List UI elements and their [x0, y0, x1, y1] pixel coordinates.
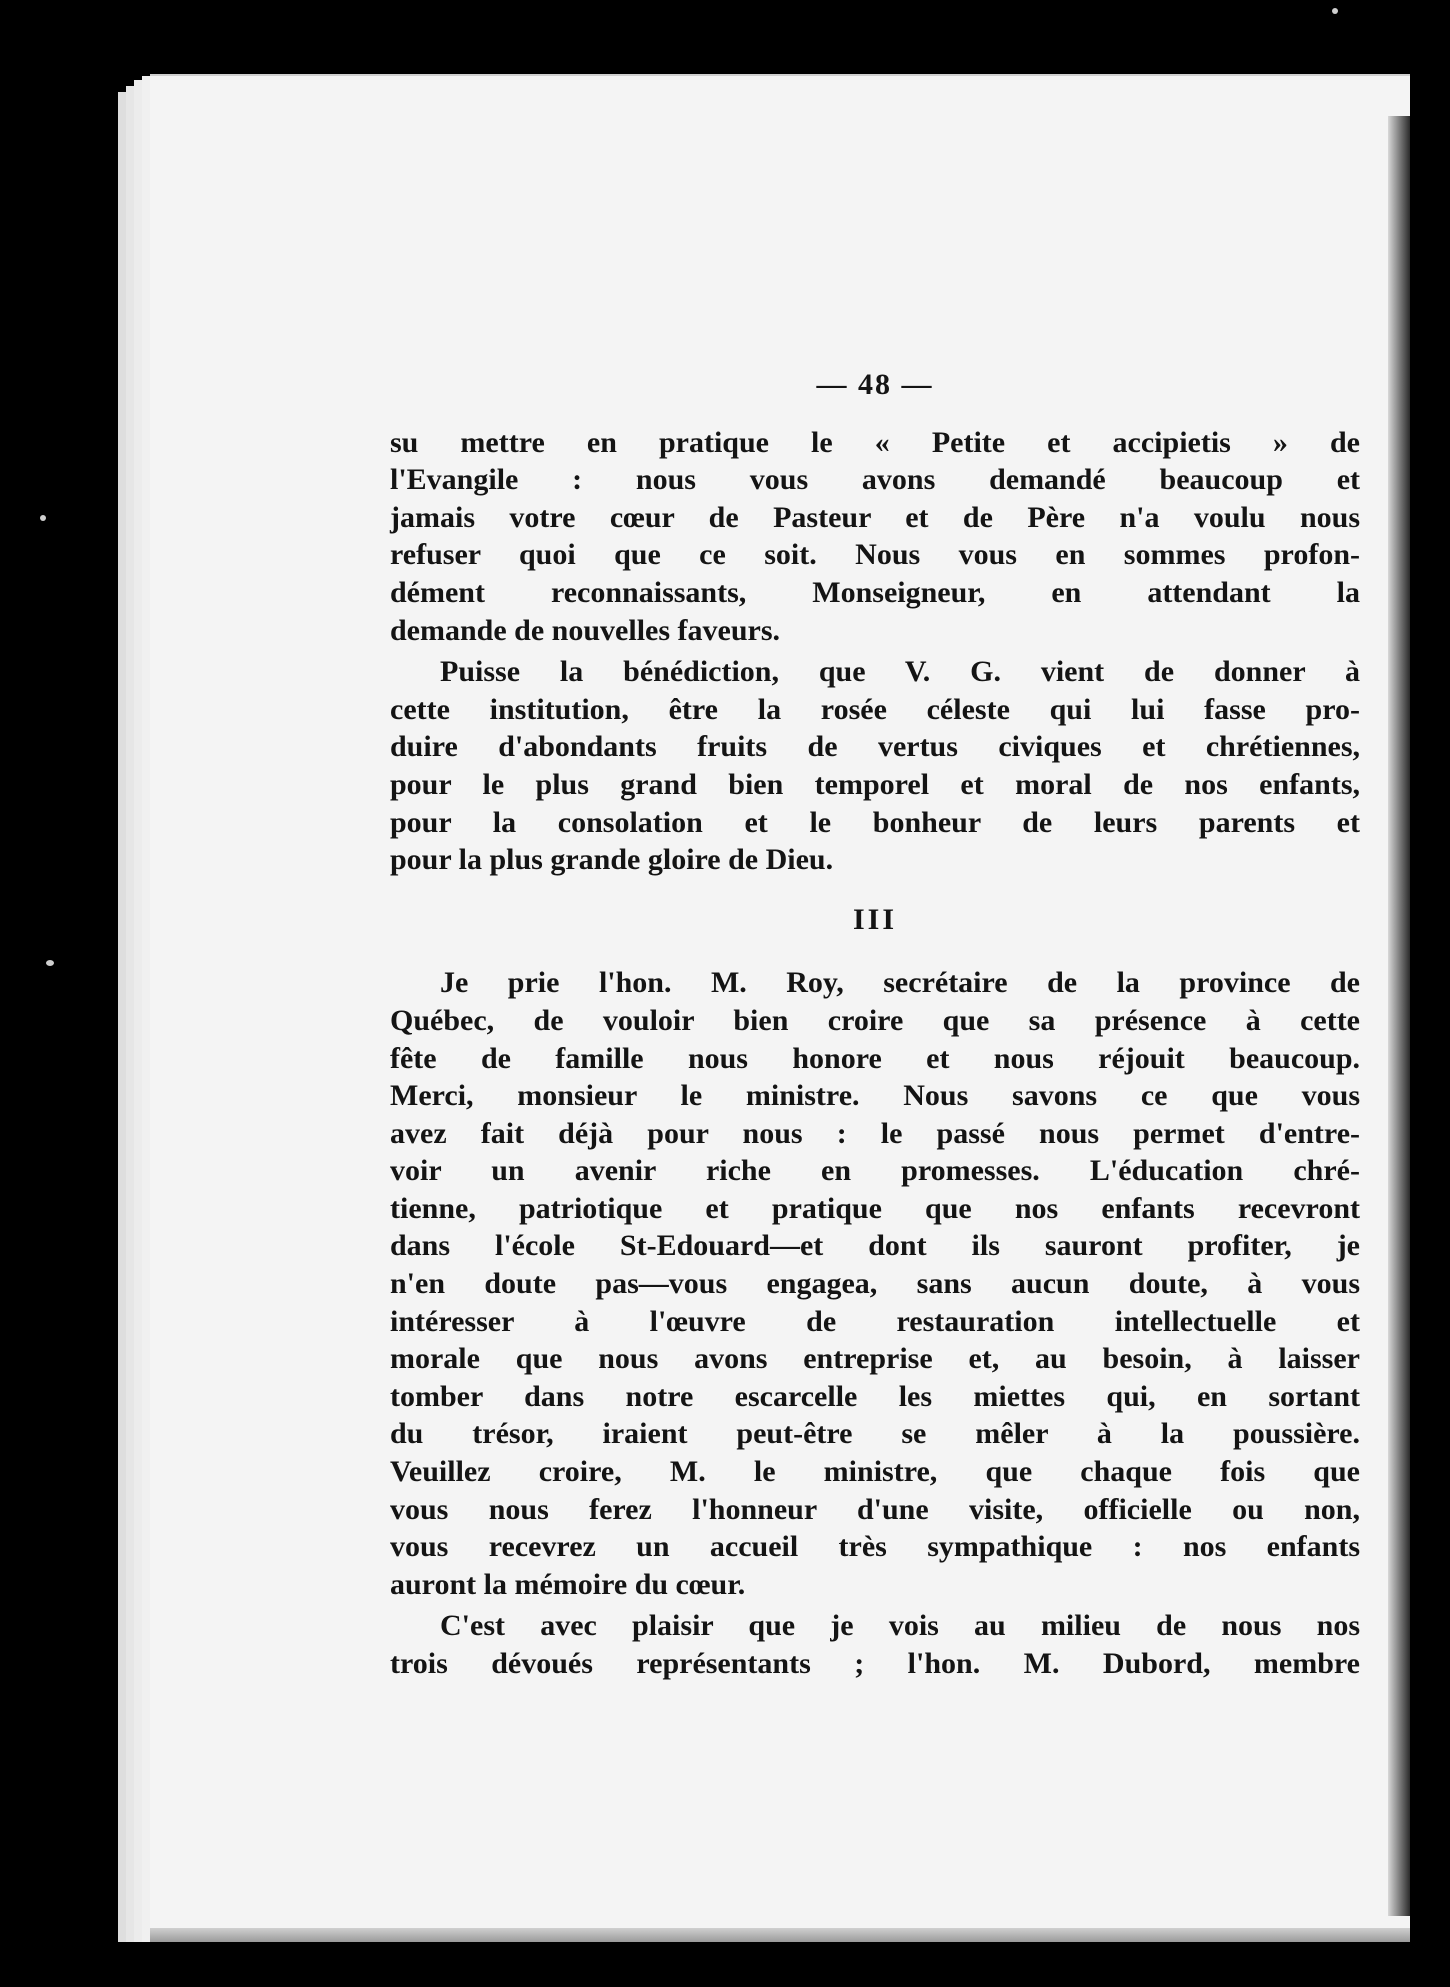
- text-line: pour la plus grande gloire de Dieu.: [390, 843, 834, 877]
- text-line: tienne, patriotique et pratique que nos enfants recevront: [390, 1191, 1360, 1225]
- text-line: cette institution, être la rosée céleste qui lui fasse pro-: [390, 692, 1360, 726]
- page-content: [390, 366, 1360, 1683]
- scan-speck: [1332, 8, 1338, 14]
- text-line: C'est avec plaisir que je vois au milieu de nous nos: [440, 1609, 1360, 1643]
- text-line: vous recevrez un accueil très sympathique : nos enfants: [390, 1530, 1360, 1564]
- text-line: tomber dans notre escarcelle les miettes qui, en sortant: [390, 1379, 1360, 1413]
- text-line: vous nous ferez l'honneur d'une visite, officielle ou non,: [390, 1492, 1360, 1526]
- text-line: du trésor, iraient peut-être se mêler à la poussière.: [390, 1417, 1360, 1451]
- text-line: refuser quoi que ce soit. Nous vous en sommes profon-: [390, 538, 1360, 572]
- text-line: Merci, monsieur le ministre. Nous savons ce que vous: [390, 1079, 1360, 1113]
- text-line: duire d'abondants fruits de vertus civiques et chrétiennes,: [390, 730, 1360, 764]
- text-line: Veuillez croire, M. le ministre, que chaque fois que: [390, 1455, 1360, 1489]
- text-line: intéresser à l'œuvre de restauration intellectuelle et: [390, 1304, 1360, 1338]
- paragraph-continuation: [390, 424, 1360, 650]
- paragraph-benediction: [390, 653, 1360, 879]
- text-line: avez fait déjà pour nous : le passé nous permet d'entre-: [390, 1116, 1360, 1150]
- paragraph-minister: [390, 964, 1360, 1603]
- text-line: fête de famille nous honore et nous réjouit beaucoup.: [390, 1041, 1360, 1075]
- scan-speck: [46, 960, 54, 966]
- page-bottom-edge: [150, 1928, 1410, 1942]
- paragraph-representatives: [390, 1607, 1360, 1682]
- text-line: pour la consolation et le bonheur de leurs parents et: [390, 805, 1360, 839]
- text-line: su mettre en pratique le « Petite et accipietis » de: [390, 425, 1360, 459]
- text-line: l'Evangile : nous vous avons demandé beaucoup et: [390, 463, 1360, 497]
- page-gutter: [1388, 116, 1410, 1916]
- text-line: Puisse la bénédiction, que V. G. vient de donner à: [440, 655, 1360, 689]
- text-line: Je prie l'hon. M. Roy, secrétaire de la province de: [440, 966, 1360, 1000]
- page-number: — 48 —: [816, 368, 934, 401]
- text-line: voir un avenir riche en promesses. L'éducation chré-: [390, 1154, 1360, 1188]
- text-line: trois dévoués représentants ; l'hon. M. Dubord, membre: [390, 1647, 1360, 1680]
- text-line: dément reconnaissants, Monseigneur, en attendant la: [390, 575, 1360, 609]
- text-line: demande de nouvelles faveurs.: [390, 613, 780, 647]
- text-line: Québec, de vouloir bien croire que sa présence à cette: [390, 1003, 1360, 1037]
- text-line: jamais votre cœur de Pasteur et de Père n'a voulu nous: [390, 500, 1360, 534]
- text-line: dans l'école St-Edouard—et dont ils sauront profiter, je: [390, 1229, 1360, 1263]
- book-page: [150, 74, 1410, 1942]
- section-heading: III: [852, 902, 898, 936]
- text-line: n'en doute pas—vous engagea, sans aucun doute, à vous: [390, 1267, 1360, 1301]
- text-line: auront la mémoire du cœur.: [390, 1567, 746, 1601]
- text-line: pour le plus grand bien temporel et moral de nos enfants,: [390, 767, 1360, 801]
- text-line: morale que nous avons entreprise et, au besoin, à laisser: [390, 1342, 1360, 1376]
- scan-speck: [40, 515, 46, 521]
